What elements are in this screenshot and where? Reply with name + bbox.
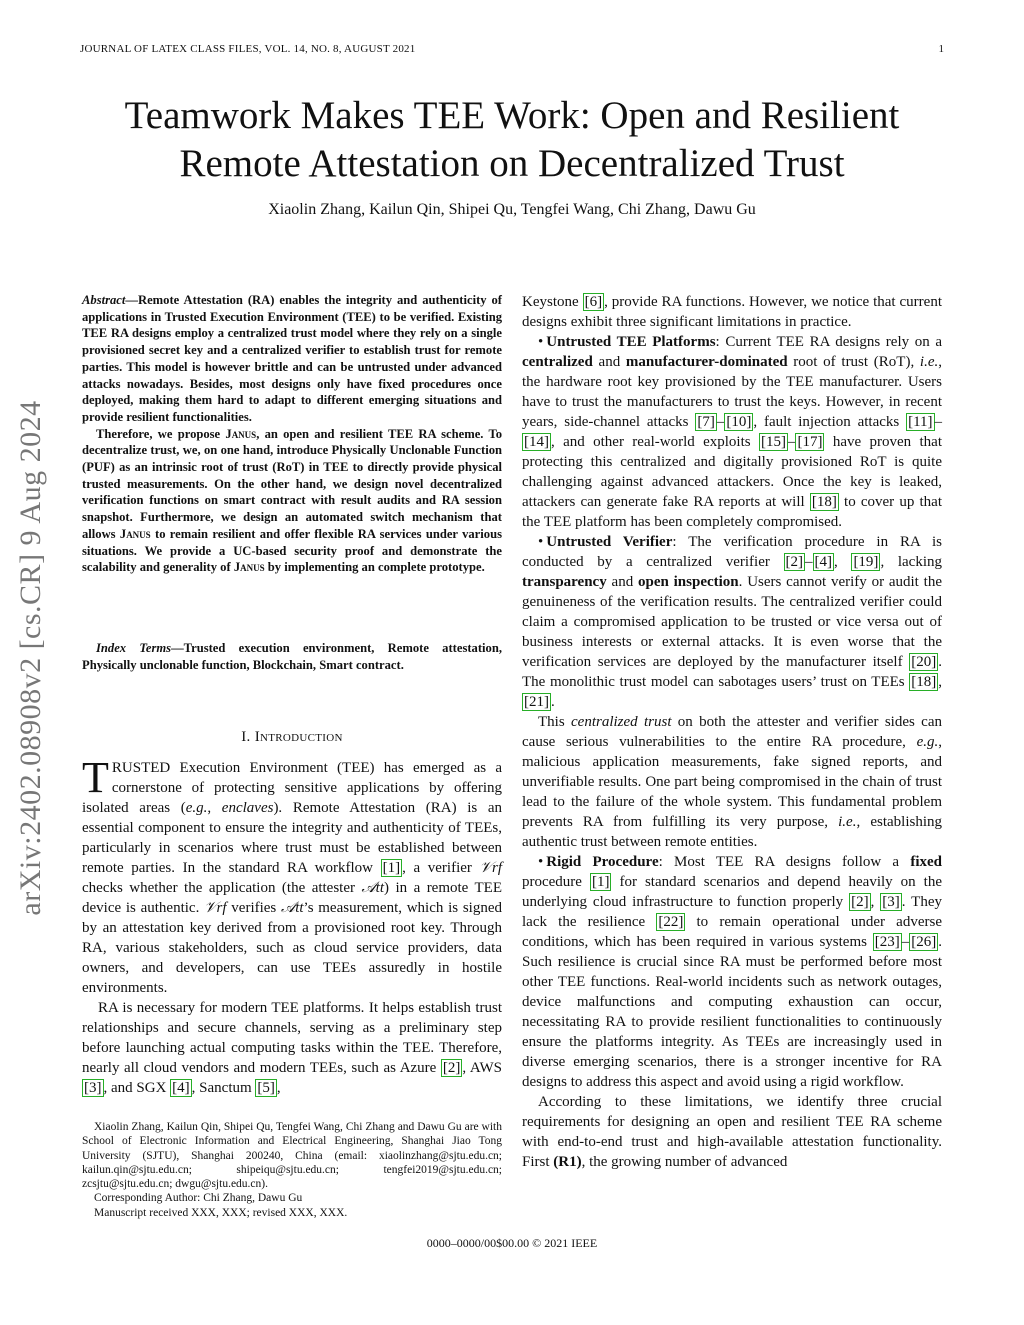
citation-link[interactable]: [5] (257, 1080, 275, 1096)
citation-link[interactable]: [10] (726, 414, 752, 430)
section-heading (82, 729, 502, 746)
title-line-2: Remote Attestation on Decentralized Trust (179, 142, 845, 185)
bold-term: open inspection (638, 574, 739, 590)
body-text: on both the attester and verifier sides can cause serious vulnerabilities to the entire RA procedure, (522, 714, 942, 750)
intro-text: checks whether the application (the attester (82, 880, 362, 896)
paper-title (60, 92, 964, 188)
citation-link[interactable]: [2] (442, 1060, 461, 1076)
citation-link[interactable]: [15] (760, 434, 786, 450)
body-text: . Users cannot verify or audit the genuineness of the verification results. The centralized verifier could claim a compromised application to be trusted or vice versa out of business interests or external attacks. It is even worse that the verification services are deployed by the manufacturer itself (522, 574, 942, 670)
arxiv-identifier: arXiv:2402.08908v2 [cs.CR] 9 Aug 2024 (14, 400, 47, 916)
citation-link[interactable]: [11] (908, 414, 933, 430)
bullet-title: Untrusted Verifier (546, 534, 673, 550)
author-footnote (82, 1120, 502, 1220)
body-text: to cover up that the TEE platform has been completely compromised. (522, 494, 942, 530)
body-text: – (901, 934, 910, 950)
page-number: 1 (938, 43, 944, 55)
citation-link[interactable]: [2] (785, 554, 804, 570)
bullet-icon: • (538, 334, 544, 350)
intro-text: , a verifier (402, 860, 480, 876)
intro-eg: e.g. (185, 800, 208, 816)
italic-term: i.e. (919, 354, 939, 370)
citation-link[interactable]: [1] (591, 874, 610, 890)
intro-text: verifies (226, 900, 281, 916)
body-text: Keystone (522, 294, 583, 310)
intro-text: , Sanctum (191, 1080, 256, 1096)
intro-text: ’s measurement, which is signed by an attestation key derived from a provisioned root key. Through RA, various stakeholders, such as cloud service providers, data owners, and developers, can use TEEs assuredly in hostile environments. (82, 900, 502, 996)
abstract-p2-d: by implementing an complete prototype. (264, 560, 485, 575)
citation-link[interactable]: [3] (84, 1080, 102, 1096)
intro-text: ) in a remote TEE device is authentic. (82, 880, 503, 916)
body-text: According to these limitations, we identify three crucial requirements for designing an open and resilient TEE RA scheme with end-to-end trust and high-available attestation functionality. First (522, 1094, 942, 1170)
section-number: I. (241, 729, 251, 745)
body-text: , and other real-world exploits (551, 434, 759, 450)
janus-name: Janus (225, 426, 257, 441)
intro-enclaves: enclaves (221, 800, 274, 816)
body-text: , (938, 674, 942, 690)
footnote-manuscript: Manuscript received XXX, XXX; revised XXX, XXX. (94, 1206, 348, 1219)
att-symbol: 𝒜tt (281, 900, 304, 916)
citation-link[interactable]: [19] (853, 554, 879, 570)
bold-term: manufacturer-dominated (625, 354, 788, 370)
title-line-1: Teamwork Makes TEE Work: Open and Resilient (124, 94, 900, 137)
intro-text: , and SGX (103, 1080, 171, 1096)
author-list: Xiaolin Zhang, Kailun Qin, Shipei Qu, Tengfei Wang, Chi Zhang, Dawu Gu (268, 201, 756, 218)
vrf-symbol: 𝒱rf (204, 900, 227, 916)
footnote-affiliation: Xiaolin Zhang, Kailun Qin, Shipei Qu, Tengfei Wang, Chi Zhang and Dawu Gu are with School of Electronic Information and Electrical Engineering, Shanghai Jiao Tong University (SJTU), Shanghai 200240, China (email: xiaolinzhang@sjtu.edu.cn; kailun.qin@sjtu.edu.cn; shipeiqu@sjtu.edu.cn; tengfei2019@sjtu.edu.cn; zcsjtu@sjtu.edu.cn; dwgu@sjtu.edu.cn). (82, 1121, 502, 1191)
citation-link[interactable]: [17] (797, 434, 823, 450)
bold-term: fixed (910, 854, 942, 870)
body-text: and (606, 574, 638, 590)
citation-link[interactable]: [18] (811, 494, 837, 510)
bold-term: transparency (522, 574, 607, 590)
intro-text: RUSTED Execution Environment (TEE) has emerged as a cornerstone of protecting sensitive applications by offering isolated areas ( (82, 760, 502, 816)
citation-link[interactable]: [7] (697, 414, 715, 430)
body-text: . The monolithic trust model can sabotages users’ trust on TEEs (522, 654, 942, 690)
arxiv-sidebar (8, 352, 54, 964)
citation-link[interactable]: [2] (851, 894, 869, 910)
intro-text: , (276, 1080, 281, 1096)
body-text: for standard scenarios and depend heavily on the underlying cloud infrastructure to function properly (522, 874, 942, 910)
running-header: JOURNAL OF LATEX CLASS FILES, VOL. 14, NO. 8, AUGUST 2021 (80, 43, 416, 55)
vrf-symbol: 𝒱rf (479, 860, 502, 876)
intro-right-column (522, 292, 942, 1172)
body-text: to remain operational under adverse conditions, which has been required in various systems (522, 914, 942, 950)
intro-text: RA is necessary for modern TEE platforms. It helps establish trust relationships and secure channels, serving as a preliminary step before launching actual computing tasks within the TEE. Therefore, nearly all cloud vendors and modern TEEs, such as Azure (82, 1000, 502, 1076)
drop-cap: T (82, 753, 109, 802)
citation-link[interactable]: [20] (911, 654, 937, 670)
body-text: – (787, 434, 796, 450)
body-text: and (592, 354, 626, 370)
bullet-icon: • (538, 534, 544, 550)
abstract-p2-c: to remain resilient and offer flexible RA services under various situations. We provide a UC-based security proof and demonstrate the scalability and generality of (82, 526, 502, 575)
body-text: have proven that protecting this centralized and digitally provisioned RoT is quite challenging against advanced attackers. Once the key is leaked, attackers can generate fake RA reports at will (522, 434, 942, 510)
citation-link[interactable]: [18] (911, 674, 937, 690)
section-title: Introduction (254, 729, 343, 745)
body-text: , lacking (880, 554, 942, 570)
italic-term: centralized trust (571, 714, 672, 730)
body-text: . (551, 694, 555, 710)
body-text: – (716, 414, 725, 430)
bullet-icon: • (538, 854, 544, 870)
body-text: : Most TEE RA designs follow a (658, 854, 911, 870)
citation-link[interactable]: [21] (524, 694, 549, 710)
citation-link[interactable]: [3] (882, 894, 900, 910)
body-text: – (934, 414, 943, 430)
requirement-label: (R1) (553, 1154, 582, 1170)
body-text: , (870, 894, 881, 910)
body-text: This (538, 714, 571, 730)
intro-text: ). Remote Attestation (RA) is an essential component to ensure the integrity and authenticity of TEEs, particularly in scenarios where trust must be established between remote parties. In the standard RA workflow (82, 800, 502, 876)
intro-left-column: TRUSTED Execution Environment (TEE) has emerged as a cornerstone of protecting sensitive applications by offering isolated areas (e.g., enclaves). Remote Attestation (RA) is an essential component to ensure the integrity and authenticity of TEEs, particularly in scenarios where trust must be established between remote parties. In the standard RA workflow [1] , a verifier 𝒱rf checks whether the application (the attester 𝒜tt) in a remote TEE device is authentic. 𝒱rf verifies 𝒜tt’s measurement, which is signed by an attestation key derived from a provisioned root key. Through RA, various stakeholders, such as cloud service providers, data owners, and developers, can use TEEs assuredly in hostile environments. RA is necessary for modern TEE platforms. It helps establish trust relationships and secure channels, serving as a preliminary step before launching actual computing tasks within the TEE. Therefore, nearly all cloud vendors and modern TEEs, such as Azure [2] , AWS [3] , and SGX [4] , Sanctum [5] , (82, 753, 503, 1096)
citation-link[interactable]: [1] (382, 860, 401, 876)
abstract-label: Abstract (82, 293, 126, 307)
index-terms-text: —Trusted execution environment, Remote attestation, Physically unclonable function, Blockchain, Smart contract. (82, 641, 502, 672)
body-text: . Such resilience is crucial since RA must be performed before most other TEE functions. Real-world incidents such as network outages, device malfunctions and computing exhaustion can occur, necessitating RA to provide resilient functionalities to continuously ensure the platforms integrity. As TEEs are increasingly used in diverse emerging scenarios, there is a stronger incentive for RA designs to address this aspect and avoid using a rigid workflow. (522, 934, 942, 1090)
janus-name: Janus (119, 526, 151, 541)
body-text: , malicious application measurements, fake signed reports, and unverifiable results. One part being compromised in the chain of trust lead to the failure of the whole system. This fundamental problem prevents RA from fulfilling its very purpose, (522, 734, 942, 830)
footnote-corresponding: Corresponding Author: Chi Zhang, Dawu Gu (94, 1192, 303, 1205)
body-text: , the hardware root key provisioned by the TEE manufacturer. Users have to trust the manufacturers to trust the keys. However, in recent years, side-channel attacks (522, 354, 942, 430)
body-text: . They lack the resilience (522, 894, 943, 930)
bullet-title: Rigid Procedure (546, 854, 659, 870)
citation-link[interactable]: [14] (524, 434, 549, 450)
body-text: , fault injection attacks (753, 414, 907, 430)
citation-link[interactable]: [4] (172, 1080, 190, 1096)
body-text: procedure (522, 874, 590, 890)
copyright-footer: 0000–0000/00$00.00 © 2021 IEEE (426, 1236, 598, 1250)
citation-link[interactable]: [23] (874, 934, 900, 950)
bullet-title: Untrusted TEE Platforms (546, 334, 716, 350)
body-text: , the growing number of advanced (581, 1154, 788, 1170)
body-text: : Current TEE RA designs rely on a (715, 334, 942, 350)
janus-name: Janus (233, 560, 265, 575)
body-text: : The verification procedure in RA is conducted by a centralized verifier (522, 534, 942, 570)
body-text: , provide RA functions. However, we notice that current designs exhibit three significant limitations in practice. (522, 294, 942, 330)
bold-term: centralized (522, 354, 593, 370)
body-text: , establishing authentic trust between remote entities. (522, 814, 942, 850)
citation-link[interactable]: [4] (814, 554, 833, 570)
body-text: root of trust (RoT), (787, 354, 920, 370)
citation-link[interactable]: [26] (911, 934, 937, 950)
abstract (82, 292, 502, 576)
citation-link[interactable]: [6] (584, 294, 603, 310)
body-text: , (834, 554, 852, 570)
abstract-p2-a: Therefore, we propose (96, 426, 226, 441)
abstract-p1: —Remote Attestation (RA) enables the integrity and authenticity of applications in Trusted Execution Environment (TEE) to be verified. Existing TEE RA designs employ a centralized trust model where they rely on a single provisioned secret key and a centralized verifier to establish trust for remote parties. This model is however brittle and can be untrusted under advanced attacks nowadays. Besides, most designs only have fixed procedures once deployed, making them hard to adapt to different emerging situations and provide resilient functionalities. (82, 293, 502, 424)
index-terms (82, 640, 502, 673)
index-terms-label: Index Terms (96, 641, 172, 655)
body-text: – (805, 554, 813, 570)
intro-text: , AWS (462, 1060, 502, 1076)
att-symbol: 𝒜tt (361, 880, 384, 896)
italic-term: i.e. (838, 814, 857, 830)
abstract-p2-b: , an open and resilient TEE RA scheme. To decentralize trust, we, on one hand, introduce Physically Unclonable Function (PUF) as an intrinsic root of trust (RoT) in TEE to directly provide physical trusted measurements. On the other hand, we design novel decentralized verification functions on smart contract with result audits and RA session snapshot. Furthermore, we design an automated switch mechanism that allows (82, 426, 502, 541)
italic-term: e.g. (916, 734, 939, 750)
citation-link[interactable]: [22] (658, 914, 684, 930)
